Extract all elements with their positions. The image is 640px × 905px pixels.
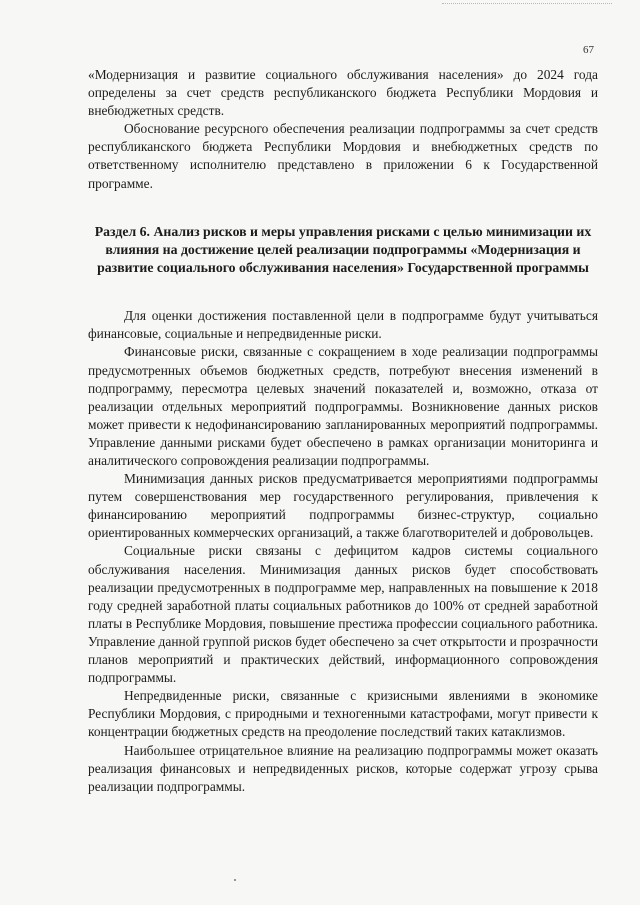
paragraph-risk-minimization: Минимизация данных рисков предусматривается мероприятиями подпрограммы путем совершенствования мер государственного регулирования, привлечения к финансированию мероприятий подпрограммы бизнес-структур, социально ориентированных коммерческих организаций, а также благотворителей и добровольцев. xyxy=(88,471,598,541)
scan-speck xyxy=(234,879,236,881)
paragraph-social-risks: Социальные риски связаны с дефицитом кадров системы социального обслуживания населения. Минимизация данных рисков будет способствовать реализации предусмотренных в подпрограмме мер, направленных на повышение к 2018 году средней заработной платы социальных работников до 100% от средней заработной платы в Республике Мордовия, повышение престижа профессии социального работника. Управление данной группой рисков будет обеспечено за счет открытости и прозрачности планов мероприятий и практических действий, информационного сопровождения подпрограммы. xyxy=(88,543,598,686)
page-number: 67 xyxy=(583,44,594,56)
paragraph-continuation: «Модернизация и развитие социального обслуживания населения» до 2024 года определены за счет средств республиканского бюджета Республики Мордовия и внебюджетных средств. xyxy=(88,67,598,119)
paragraph-financial-risks: Финансовые риски, связанные с сокращением в ходе реализации подпрограммы предусмотренных объемов бюджетных средств, потребуют внесения изменений в подпрограмму, пересмотра целевых значений показателей и, возможно, отказа от реализации отдельных мероприятий подпрограммы. Возникновение данных рисков может привести к недофинансированию запланированных мероприятий подпрограммы. Управление данными рисками будет обеспечено в рамках организации мониторинга и аналитического сопровождения реализации подпрограммы. xyxy=(88,344,598,469)
document-body xyxy=(88,66,598,796)
section-title: Раздел 6. Анализ рисков и меры управления рисками с целью минимизации их влияния на достижение целей реализации подпрограммы «Модернизация и развитие социального обслуживания населения» Государственной программы xyxy=(94,223,592,276)
paragraph-unforeseen-risks: Непредвиденные риски, связанные с кризисными явлениями в экономике Республики Мордовия, с природными и техногенными катастрофами, могут привести к концентрации бюджетных средств на преодоление последствий таких катаклизмов. xyxy=(88,688,598,740)
paragraph-risk-types: Для оценки достижения поставленной цели в подпрограмме будут учитываться финансовые, социальные и непредвиденные риски. xyxy=(88,308,598,342)
paragraph-resource-justification: Обоснование ресурсного обеспечения реализации подпрограммы за счет средств республиканского бюджета Республики Мордовия и внебюджетных средств по ответственному исполнителю представлено в приложении 6 к Государственной программе. xyxy=(88,121,598,191)
paragraph-greatest-impact: Наибольшее отрицательное влияние на реализацию подпрограммы может оказать реализация финансовых и непредвиденных рисков, которые содержат угрозу срыва реализации подпрограммы. xyxy=(88,742,598,794)
scan-artifact xyxy=(442,3,612,8)
